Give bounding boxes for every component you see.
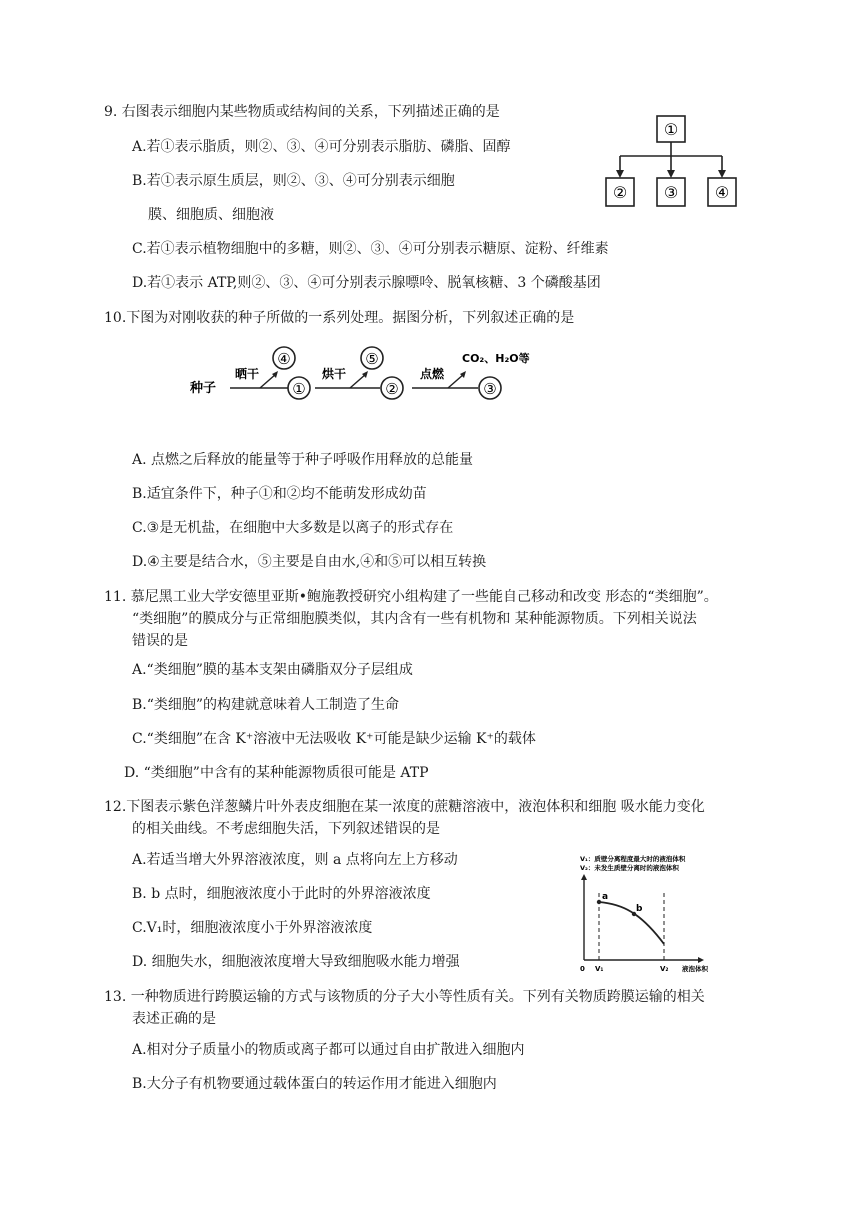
q12-v1-tick: V₁ xyxy=(595,965,604,973)
q11-option-a: A.“类细胞”膜的基本支架由磷脂双分子层组成 xyxy=(132,662,413,678)
q12-option-b: B. b 点时，细胞液浓度小于此时的外界溶液浓度 xyxy=(132,886,431,902)
q9-box-right-label: ④ xyxy=(714,183,730,202)
q10-out1: ④ xyxy=(277,350,291,368)
q12-option-a: A.若适当增大外界溶液浓度，则 a 点将向左上方移动 xyxy=(132,852,458,868)
q12-graph xyxy=(572,848,722,976)
q11-stem-line3: 错误的是 xyxy=(132,633,188,649)
q10-step3-label: 点燃 xyxy=(420,367,445,381)
q12-legend-v2: V₂：未发生质壁分离时的液泡体积 xyxy=(580,864,679,872)
q11-option-d: D. “类细胞”中含有的某种能源物质很可能是 ATP xyxy=(124,765,429,781)
q11-stem-line2: “类细胞”的膜成分与正常细胞膜类似，其内含有一些有机物和 某种能源物质。下列相关说法 xyxy=(132,611,697,627)
q12-origin: 0 xyxy=(580,965,585,973)
q12-stem-line2: 的相关曲线。不考虑细胞失活，下列叙述错误的是 xyxy=(132,821,440,837)
q10-node3: ③ xyxy=(483,380,497,398)
q10-stem: 10.下图为对刚收获的种子所做的一系列处理。据图分析，下列叙述正确的是 xyxy=(104,310,575,326)
q12-option-c: C.V₁时，细胞液浓度小于外界溶液浓度 xyxy=(132,920,373,936)
q10-out2: ⑤ xyxy=(365,350,379,368)
q12-stem-line1: 12.下图表示紫色洋葱鳞片叶外表皮细胞在某一浓度的蔗糖溶液中，液泡体积和细胞 吸水能力变化 xyxy=(104,799,705,815)
q10-seed-label: 种子 xyxy=(190,381,217,396)
q9-stem: 9. 右图表示细胞内某些物质或结构间的关系，下列描述正确的是 xyxy=(104,104,500,120)
q12-v2-tick: V₂ xyxy=(660,965,669,973)
q11-option-b: B.“类细胞”的构建就意味着人工制造了生命 xyxy=(132,697,400,713)
q11-option-c: C.“类细胞”在含 K⁺溶液中无法吸收 K⁺可能是缺少运输 K⁺的载体 xyxy=(132,731,536,747)
q10-option-d: D.④主要是结合水，⑤主要是自由水,④和⑤可以相互转换 xyxy=(132,554,487,570)
q10-option-a: A. 点燃之后释放的能量等于种子呼吸作用释放的总能量 xyxy=(132,452,474,468)
q10-option-b: B.适宜条件下，种子①和②均不能萌发形成幼苗 xyxy=(132,486,427,502)
q10-flow-diagram xyxy=(180,340,540,410)
q9-hierarchy-diagram xyxy=(600,110,750,215)
q9-option-b: B.若①表示原生质层，则②、③、④可分别表示细胞 xyxy=(132,173,455,189)
q13-option-a: A.相对分子质量小的物质或离子都可以通过自由扩散进入细胞内 xyxy=(132,1042,525,1058)
q12-legend-v1: V₁：质壁分离程度最大时的液泡体积 xyxy=(580,855,686,863)
q13-stem-line1: 13. 一种物质进行跨膜运输的方式与该物质的分子大小等性质有关。下列有关物质跨膜运输的相关 xyxy=(104,989,705,1005)
q9-box-mid-label: ③ xyxy=(663,183,679,202)
q10-out3: CO₂、H₂O等 xyxy=(462,352,530,365)
q11-stem-line1: 11. 慕尼黑工业大学安德里亚斯•鲍施教授研究小组构建了一些能自己移动和改变 形态的“类细胞”。 xyxy=(104,589,718,605)
q12-point-b-label: b xyxy=(636,904,643,914)
q9-option-a: A.若①表示脂质，则②、③、④可分别表示脂肪、磷脂、固醇 xyxy=(132,139,511,155)
q9-option-b-cont: 膜、细胞质、细胞液 xyxy=(148,207,274,223)
q12-option-d: D. 细胞失水，细胞液浓度增大导致细胞吸水能力增强 xyxy=(132,954,460,970)
q10-node1: ① xyxy=(292,380,306,398)
q13-option-b: B.大分子有机物要通过载体蛋白的转运作用才能进入细胞内 xyxy=(132,1076,497,1092)
q9-option-d: D.若①表示 ATP,则②、③、④可分别表示腺嘌呤、脱氧核糖、3 个磷酸基团 xyxy=(132,275,601,291)
q9-box-left-label: ② xyxy=(612,183,628,202)
q9-option-c: C.若①表示植物细胞中的多糖，则②、③、④可分别表示糖原、淀粉、纤维素 xyxy=(132,241,609,257)
q10-node2: ② xyxy=(385,380,399,398)
q12-x-label: 液泡体积 xyxy=(682,965,708,973)
q12-point-a-label: a xyxy=(602,892,609,902)
q12-curve xyxy=(599,902,664,944)
q12-point-a xyxy=(597,900,601,904)
q13-stem-line2: 表述正确的是 xyxy=(132,1011,216,1027)
q9-box-top-label: ① xyxy=(663,120,679,139)
q10-option-c: C.③是无机盐，在细胞中大多数是以离子的形式存在 xyxy=(132,520,454,536)
q10-step2-label: 烘干 xyxy=(322,367,347,381)
q10-step1-label: 晒干 xyxy=(235,367,260,381)
